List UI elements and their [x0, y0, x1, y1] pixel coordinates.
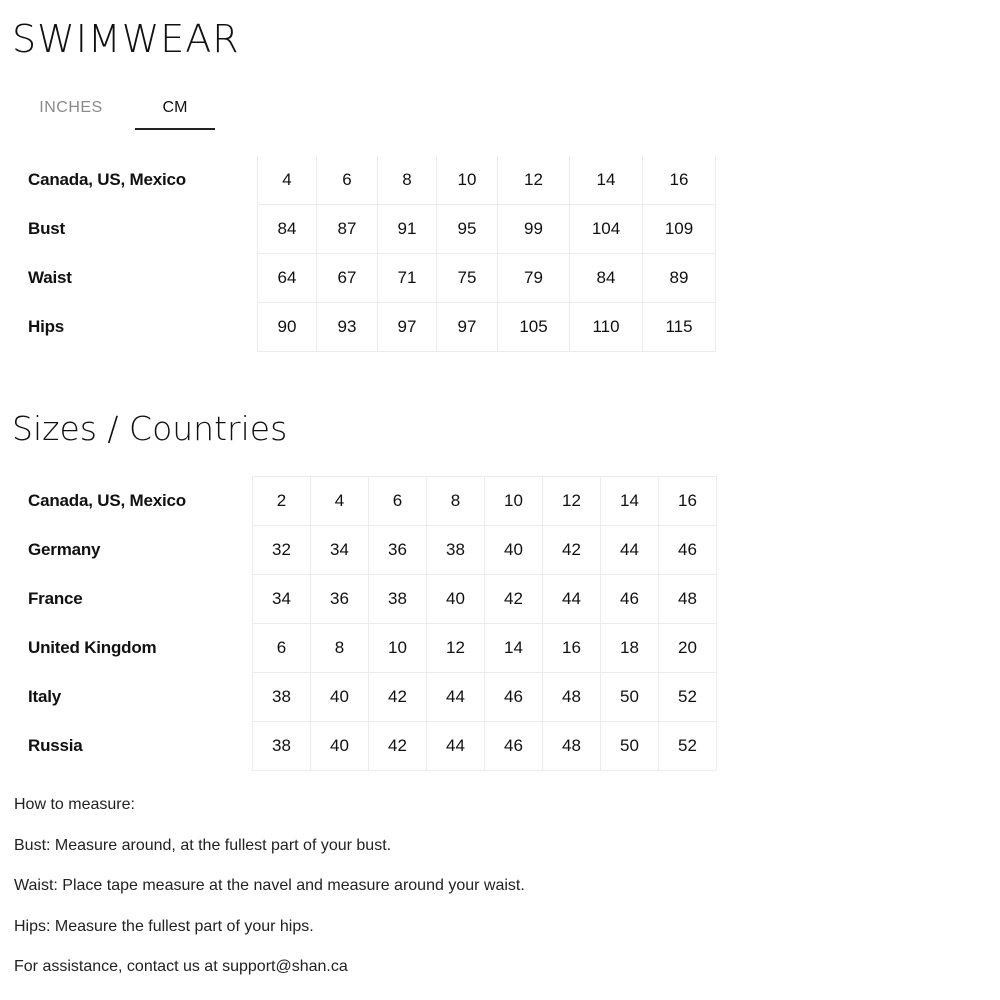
- table-cell: 71: [378, 254, 437, 303]
- table-cell: 20: [659, 624, 717, 673]
- table-row: [14, 156, 716, 205]
- table-cell: 36: [369, 526, 427, 575]
- table-cell: 38: [253, 722, 311, 771]
- table-cell: 95: [437, 205, 498, 254]
- table-cell: 104: [570, 205, 643, 254]
- table-cell: 46: [485, 673, 543, 722]
- table-cell: 97: [378, 303, 437, 352]
- table-cell: 8: [378, 156, 437, 205]
- table-cell: 38: [253, 673, 311, 722]
- table-cell: 42: [543, 526, 601, 575]
- table-row: [14, 624, 717, 673]
- table-cell: 46: [659, 526, 717, 575]
- table-cell: 109: [643, 205, 716, 254]
- row-label-waist: Waist: [28, 268, 72, 287]
- table-row: [14, 303, 716, 352]
- table-cell: 84: [258, 205, 317, 254]
- table-cell: 14: [570, 156, 643, 205]
- row-label-germany: Germany: [28, 540, 101, 559]
- table-cell: 18: [601, 624, 659, 673]
- table-cell: 50: [601, 722, 659, 771]
- page-title: SWIMWEAR: [12, 17, 240, 61]
- table-cell: 93: [317, 303, 378, 352]
- table-cell: 10: [369, 624, 427, 673]
- table-cell: 50: [601, 673, 659, 722]
- table-cell: 40: [427, 575, 485, 624]
- unit-tabs: [0, 90, 260, 130]
- table-cell: 32: [253, 526, 311, 575]
- table-cell: 52: [659, 722, 717, 771]
- row-label-italy: Italy: [28, 687, 62, 706]
- table-cell: 48: [543, 722, 601, 771]
- countries-table: [14, 476, 717, 771]
- table-cell: 12: [427, 624, 485, 673]
- table-cell: 64: [258, 254, 317, 303]
- note-waist: Waist: Place tape measure at the navel and measure around your waist.: [14, 877, 525, 894]
- table-cell: 6: [317, 156, 378, 205]
- table-cell: 42: [369, 673, 427, 722]
- table-cell: 4: [258, 156, 317, 205]
- table-cell: 36: [311, 575, 369, 624]
- table-cell: 2: [253, 477, 311, 526]
- table-cell: 89: [643, 254, 716, 303]
- table-cell: 46: [601, 575, 659, 624]
- table-cell: 12: [543, 477, 601, 526]
- row-label-region: Canada, US, Mexico: [28, 491, 186, 510]
- table-cell: 16: [659, 477, 717, 526]
- table-row: [14, 205, 716, 254]
- table-cell: 48: [543, 673, 601, 722]
- table-cell: 44: [427, 722, 485, 771]
- table-cell: 40: [311, 673, 369, 722]
- table-row: [14, 526, 717, 575]
- row-label-bust: Bust: [28, 219, 65, 238]
- table-cell: 6: [369, 477, 427, 526]
- table-cell: 44: [427, 673, 485, 722]
- table-cell: 46: [485, 722, 543, 771]
- table-cell: 105: [498, 303, 570, 352]
- table-cell: 6: [253, 624, 311, 673]
- table-cell: 48: [659, 575, 717, 624]
- table-cell: 40: [485, 526, 543, 575]
- table-cell: 10: [485, 477, 543, 526]
- table-cell: 84: [570, 254, 643, 303]
- table-cell: 79: [498, 254, 570, 303]
- table-cell: 38: [369, 575, 427, 624]
- table-cell: 34: [253, 575, 311, 624]
- table-row: [14, 673, 717, 722]
- note-assistance: For assistance, contact us at support@shan.ca: [14, 958, 348, 975]
- table-cell: 67: [317, 254, 378, 303]
- table-row: [14, 254, 716, 303]
- row-label-united-kingdom: United Kingdom: [28, 638, 157, 657]
- table-cell: 110: [570, 303, 643, 352]
- table-cell: 75: [437, 254, 498, 303]
- table-cell: 4: [311, 477, 369, 526]
- notes-heading: How to measure:: [14, 796, 135, 813]
- table-cell: 52: [659, 673, 717, 722]
- table-cell: 8: [311, 624, 369, 673]
- row-label-hips: Hips: [28, 317, 65, 336]
- table-row: [14, 722, 717, 771]
- note-hips: Hips: Measure the fullest part of your hips.: [14, 917, 314, 935]
- table-cell: 12: [498, 156, 570, 205]
- table-cell: 14: [601, 477, 659, 526]
- measurements-table: [14, 156, 716, 352]
- table-row: [14, 477, 717, 526]
- table-cell: 10: [437, 156, 498, 205]
- measuring-notes: [14, 786, 954, 989]
- table-cell: 44: [543, 575, 601, 624]
- table-cell: 87: [317, 205, 378, 254]
- table-cell: 99: [498, 205, 570, 254]
- table-cell: 44: [601, 526, 659, 575]
- table-cell: 34: [311, 526, 369, 575]
- table-cell: 16: [543, 624, 601, 673]
- table-row: [14, 575, 717, 624]
- section-title-sizes-countries: Sizes / Countries: [12, 409, 288, 448]
- table-cell: 16: [643, 156, 716, 205]
- table-cell: 90: [258, 303, 317, 352]
- note-bust: Bust: Measure around, at the fullest part of your bust.: [14, 836, 392, 854]
- table-cell: 8: [427, 477, 485, 526]
- table-cell: 40: [311, 722, 369, 771]
- row-label-russia: Russia: [28, 736, 83, 755]
- table-cell: 115: [643, 303, 716, 352]
- table-cell: 42: [485, 575, 543, 624]
- table-cell: 14: [485, 624, 543, 673]
- row-label-region: Canada, US, Mexico: [28, 170, 186, 190]
- table-cell: 38: [427, 526, 485, 575]
- row-label-france: France: [28, 589, 83, 608]
- table-cell: 91: [378, 205, 437, 254]
- tab-inches[interactable]: INCHES: [39, 99, 103, 116]
- tab-cm[interactable]: CM: [135, 90, 215, 130]
- table-cell: 97: [437, 303, 498, 352]
- table-cell: 42: [369, 722, 427, 771]
